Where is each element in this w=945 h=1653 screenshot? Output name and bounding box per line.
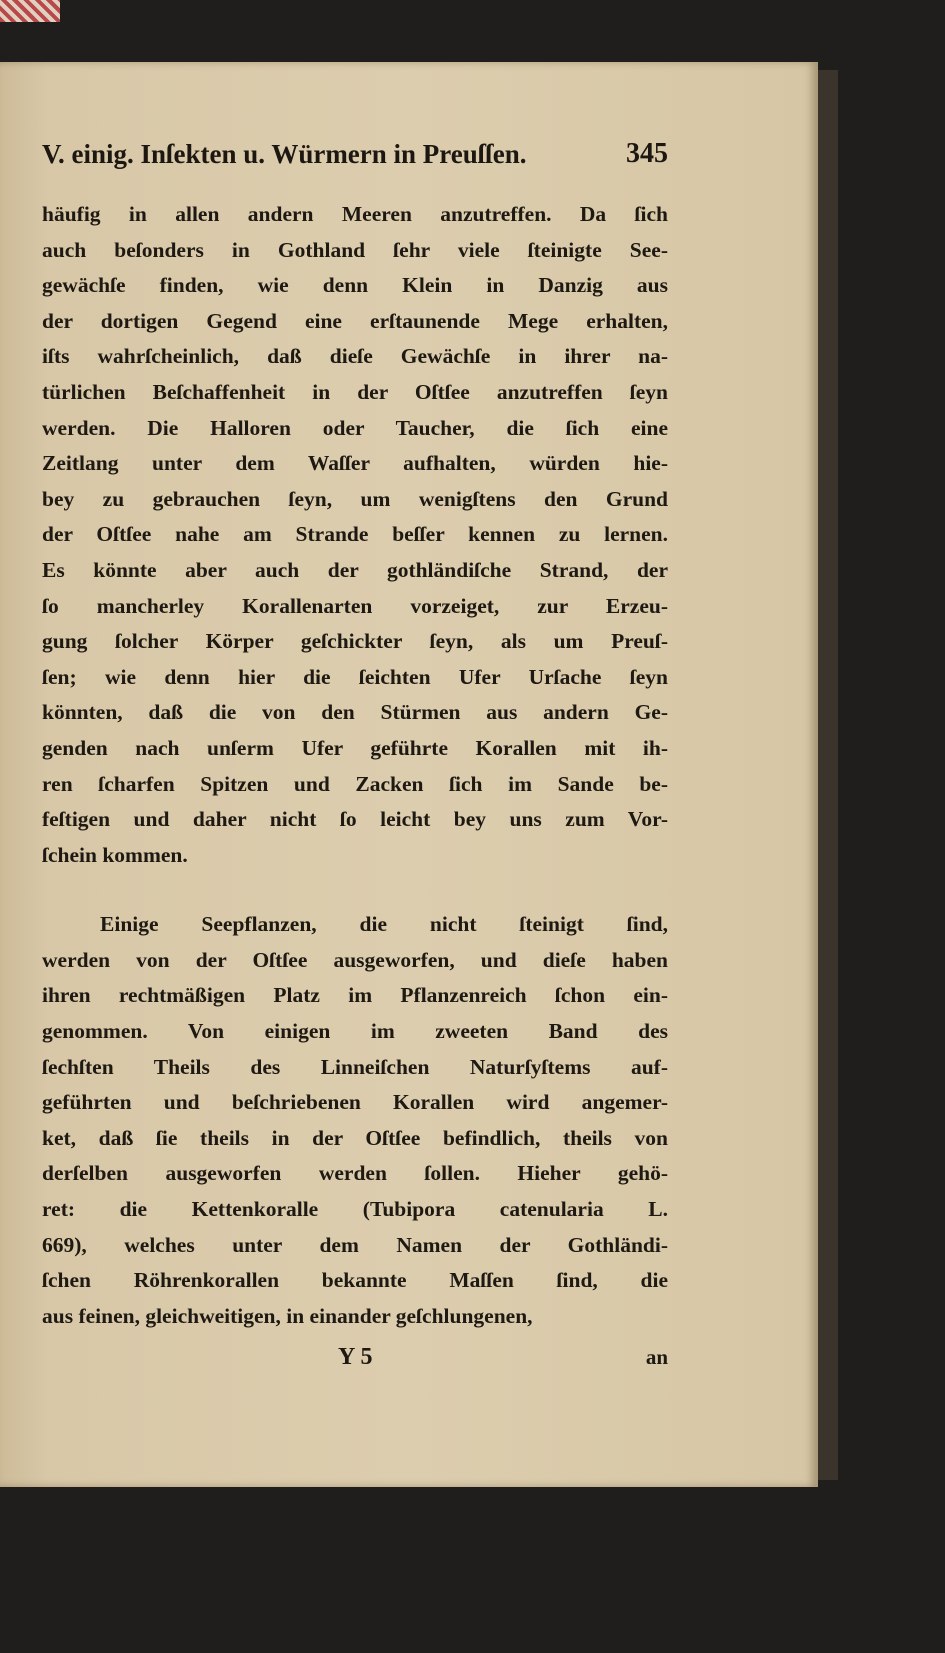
page-edge [818, 70, 838, 1480]
text-line: genommen. Von einigen im zweeten Band des [42, 1019, 668, 1044]
text-line: ſen; wie denn hier die ſeichten Ufer Urſache ſeyn [42, 664, 668, 689]
text-line: ren ſcharfen Spitzen und Zacken ſich im Sande be- [42, 771, 668, 796]
page-body [42, 197, 668, 1334]
text-line: der Oſtſee nahe am Strande beſſer kennen zu lernen. [42, 522, 668, 547]
text-line: 669), welches unter dem Namen der Gothländi- [42, 1232, 668, 1257]
text-line: ſchen Röhrenkorallen bekannte Maſſen ſind, die [42, 1268, 668, 1293]
running-title: V. einig. Inſekten u. Würmern in Preuſſen. [42, 139, 527, 169]
paragraph [42, 197, 668, 873]
page-number: 345 [626, 138, 668, 169]
text-line: feſtigen und daher nicht ſo leicht bey uns zum Vor- [42, 807, 668, 832]
paragraph-gap [42, 873, 668, 907]
text-line: gung ſolcher Körper geſchickter ſeyn, als um Preuſ- [42, 629, 668, 654]
catchword: an [645, 1345, 668, 1369]
text-line: ſchein kommen. [42, 842, 188, 867]
text-line: ret: die Kettenkoralle (Tubipora catenularia L. [42, 1197, 668, 1222]
text-line: der dortigen Gegend eine erſtaunende Mege erhalten, [42, 308, 668, 333]
text-line: derſelben ausgeworfen werden ſollen. Hieher gehö- [42, 1161, 668, 1186]
text-line: auch beſonders in Gothland ſehr viele ſteinigte See- [42, 237, 668, 262]
text-line: bey zu gebrauchen ſeyn, um wenigſtens den Grund [42, 486, 668, 511]
text-line: werden. Die Halloren oder Taucher, die ſich eine [42, 415, 668, 440]
text-line: werden von der Oſtſee ausgeworfen, und dieſe haben [42, 947, 668, 972]
text-line: Es könnte aber auch der gothländiſche Strand, der [42, 557, 668, 582]
text-line: iſts wahrſcheinlich, daß dieſe Gewächſe in ihrer na- [42, 344, 668, 369]
paragraph [42, 907, 668, 1334]
text-line: könnten, daß die von den Stürmen aus andern Ge- [42, 700, 668, 725]
text-line: genden nach unſerm Ufer geführte Korallen mit ih- [42, 735, 668, 760]
text-line: ſechſten Theils des Linneiſchen Naturſyſtems auf- [42, 1054, 668, 1079]
text-line: geführten und beſchriebenen Korallen wird angemer- [42, 1090, 668, 1115]
text-line: ihren rechtmäßigen Platz im Pflanzenreich ſchon ein- [42, 983, 668, 1008]
text-line: ket, daß ſie theils in der Oſtſee befindlich, theils von [42, 1125, 668, 1150]
text-line: aus feinen, gleichweitigen, in einander geſchlungenen, [42, 1303, 533, 1328]
text-line: Einige Seepflanzen, die nicht ſteinigt ſind, [100, 912, 668, 937]
text-line: häufig in allen andern Meeren anzutreffen. Da ſich [42, 202, 668, 226]
binding-cloth [0, 0, 60, 22]
page-footer [42, 1342, 668, 1372]
text-line: türlichen Beſchaffenheit in der Oſtſee anzutreffen ſeyn [42, 379, 668, 404]
running-header [42, 132, 668, 176]
text-line: Zeitlang unter dem Waſſer aufhalten, würden hie- [42, 451, 668, 476]
signature-mark: Y 5 [338, 1344, 373, 1370]
text-line: ſo mancherley Korallenarten vorzeiget, zur Erzeu- [42, 593, 668, 618]
text-line: gewächſe finden, wie denn Klein in Danzig aus [42, 273, 668, 298]
